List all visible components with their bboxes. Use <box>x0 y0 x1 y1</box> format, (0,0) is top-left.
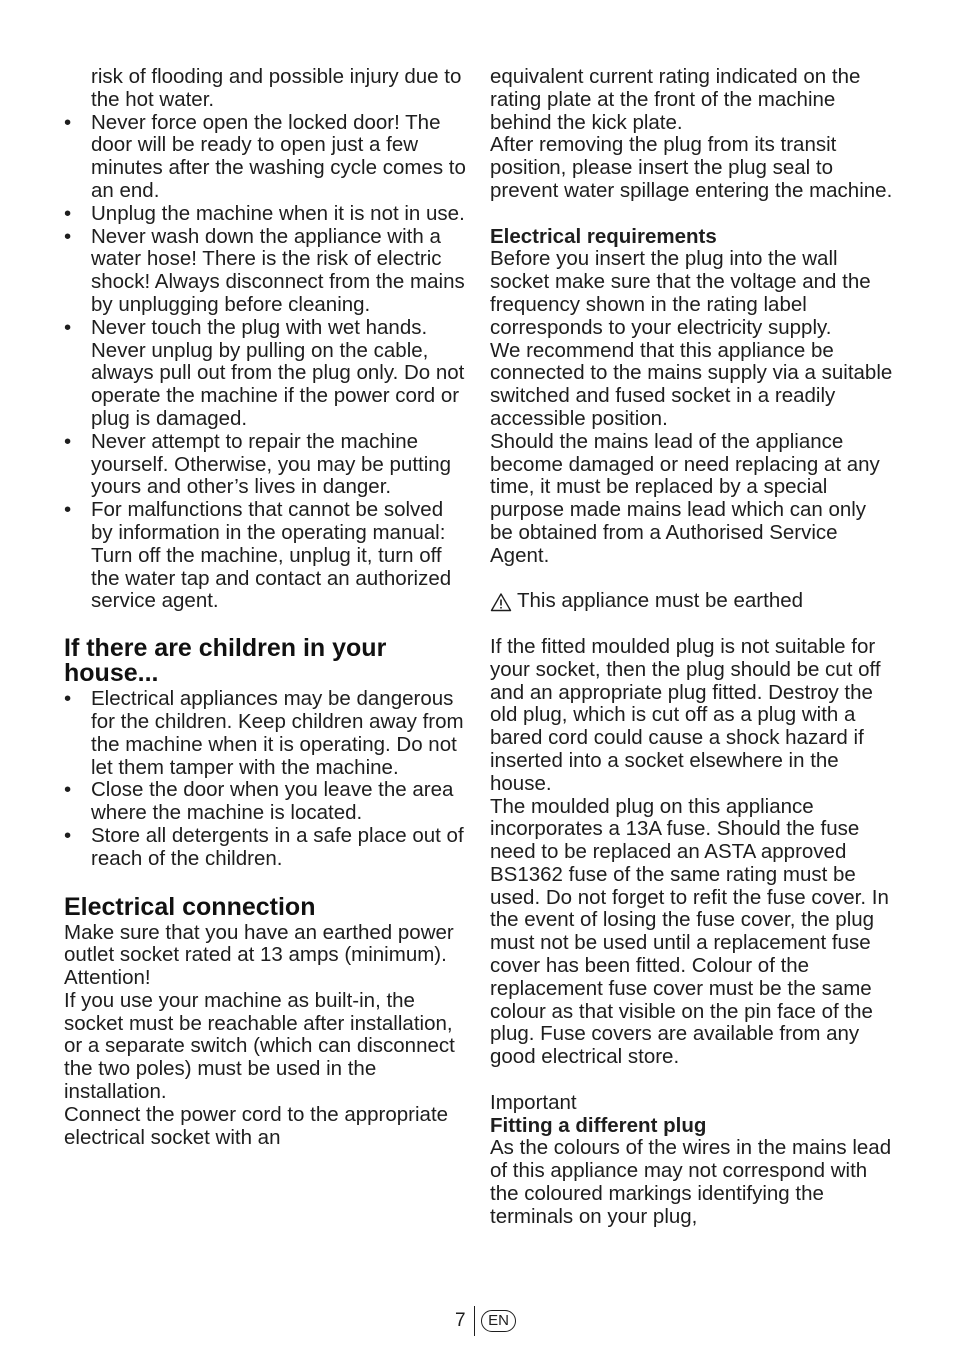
spacer <box>490 1069 894 1092</box>
language-badge: EN <box>481 1310 516 1332</box>
list-item: • Close the door when you leave the area where the machine is located. <box>64 779 466 825</box>
list-item: • For malfunctions that cannot be solved by information in the operating manual: <box>64 499 466 545</box>
paragraph: As the colours of the wires in the mains lead of this appliance may not correspond with the coloured markings identifying the terminals on your plug, <box>490 1136 892 1228</box>
children-list <box>64 688 466 870</box>
continued-paragraph: risk of flooding and possible injury due to the hot water. <box>91 65 462 111</box>
footer-divider <box>474 1306 476 1336</box>
list-item: • Never force open the locked door! The door will be ready to open just a few minutes after the washing cycle comes to an end. <box>64 112 466 203</box>
left-column <box>64 66 466 1149</box>
paragraph: If you use your machine as built-in, the socket must be reachable after installation, or a separate switch (which can disconnect the two poles) must be used in the installation. <box>64 988 455 1104</box>
heading-electrical-connection: Electrical connection <box>64 892 316 921</box>
list-item: • Store all detergents in a safe place out of reach of the children. <box>64 825 466 871</box>
paragraph: equivalent current rating indicated on the rating plate at the front of the machine behind the kick plate. <box>490 65 861 134</box>
paragraph: Connect the power cord to the appropriate electrical socket with an <box>64 1102 449 1149</box>
spacer <box>490 203 894 226</box>
spacer <box>490 613 894 636</box>
important-label: Important <box>490 1090 577 1114</box>
list-item: • Never touch the plug with wet hands. Never unplug by pulling on the cable, always pull out from the plug only. Do not operate the machine if the power cord or plug is damaged. <box>64 317 466 431</box>
warning-triangle-icon <box>490 592 512 612</box>
safety-list <box>64 112 466 545</box>
page-footer <box>455 1305 516 1337</box>
list-item: • Electrical appliances may be dangerous for the children. Keep children away from the machine when it is operating. Do not let them tamper with the machine. <box>64 688 466 779</box>
list-item: • Never attempt to repair the machine yourself. Otherwise, you may be putting yours and other’s lives in danger. <box>64 431 466 499</box>
paragraph: Make sure that you have an earthed power outlet socket rated at 13 amps (minimum). <box>64 920 454 967</box>
subheading-fitting-plug: Fitting a different plug <box>490 1113 707 1137</box>
spacer <box>490 568 894 591</box>
paragraph: The moulded plug on this appliance incorporates a 13A fuse. Should the fuse need to be replaced an ASTA approved BS1362 fuse of the same rating must be used. Do not forget to refit the fuse cover. In the event of losing the fuse cover, the plug must not be used until a replacement fuse cover has been fitted. Colour of the replacement fuse cover must be the same colour as that visible on the pin face of the plug. Fuse covers are available from any good electrical store. <box>490 794 889 1069</box>
paragraph: Should the mains lead of the appliance become damaged or need replacing at any time, it must be replaced by a special purpose made mains lead which can only be obtained from a Authorised Service Agent. <box>490 429 880 567</box>
earthing-warning <box>490 590 894 613</box>
list-item: • Never wash down the appliance with a water hose! There is the risk of electric shock! Always disconnect from the mains by unplugging before cleaning. <box>64 226 466 317</box>
paragraph: We recommend that this appliance be connected to the mains supply via a suitable switched and fused socket in a readily accessible position. <box>490 338 893 430</box>
malfunction-instructions: Turn off the machine, unplug it, turn off the water tap and contact an authorized service agent. <box>91 543 452 613</box>
heading-children: If there are children in your house... <box>64 634 387 688</box>
right-column <box>490 66 894 1229</box>
paragraph: Before you insert the plug into the wall socket make sure that the voltage and the frequency shown in the rating label corresponds to your electricity supply. <box>490 247 871 339</box>
paragraph: Attention! <box>64 966 151 990</box>
page-number: 7 <box>455 1310 466 1331</box>
paragraph: After removing the plug from its transit position, please insert the plug seal to prevent water spillage entering the machine. <box>490 133 893 202</box>
list-item: • Unplug the machine when it is not in use. <box>64 203 466 226</box>
warning-text: This appliance must be earthed <box>517 589 804 613</box>
subheading-electrical-requirements: Electrical requirements <box>490 224 717 248</box>
paragraph: If the fitted moulded plug is not suitable for your socket, then the plug should be cut off and an appropriate plug fitted. Destroy the old plug, which is cut off as a plug with a bared cord could cause a shock hazard if inserted into a socket elsewhere in the house. <box>490 634 881 795</box>
